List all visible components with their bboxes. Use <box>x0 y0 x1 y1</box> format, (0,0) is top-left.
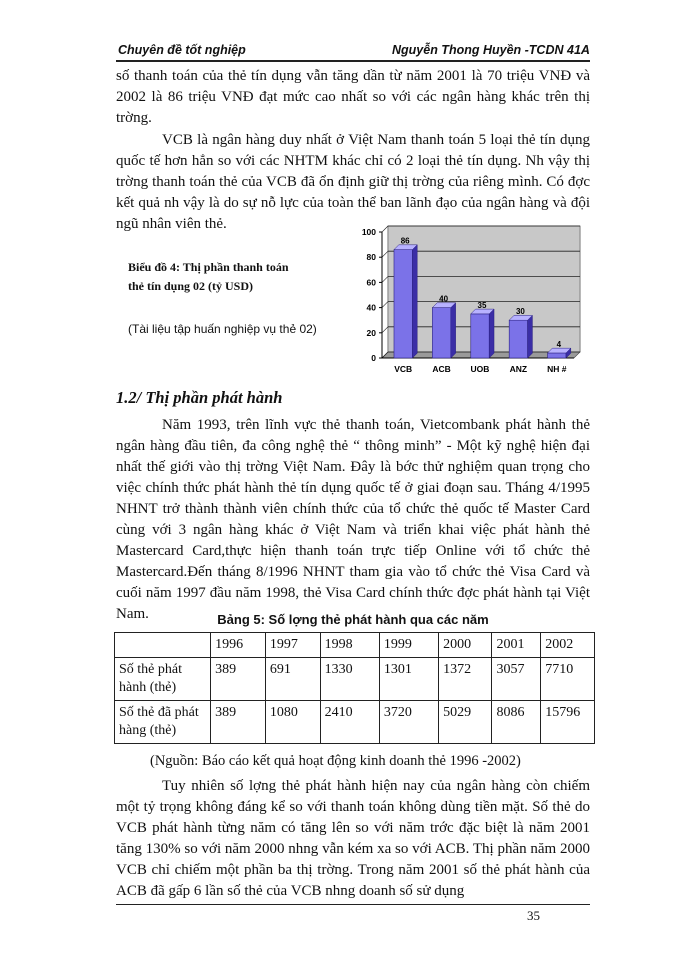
y-tick-label: 80 <box>366 252 376 263</box>
page-header <box>116 40 590 62</box>
table-cell: 2000 <box>439 633 492 658</box>
paragraph-3: Năm 1993, trên lĩnh vực thẻ thanh toán, Vietcombank phát hành thẻ ngân hàng đầu tiên, đa công nghệ thẻ “ thông minh” - Một kỹ nghệ hiện đại nhất thế giới vào thị trờng Việt Nam. Đây là bớc thử nghiệm quan trọng cho việc chính thức phát hành thẻ tín dụng quốc tế ở giai đoạn sau. Tháng 4/1995 NHNT trở thành thành viên chính thức của tổ chức thẻ quốc tế Master Card cùng với 3 ngân hàng khác ở Việt Nam và triển khai việc phát hành thẻ Mastercard Card,thực hiện thanh toán trực tiếp Online với tổ chức thẻ Mastercard.Đến tháng 8/1996 NHNT tham gia vào tổ chức thẻ Visa Card và cuối năm 1997 đầu năm 1998, thẻ Visa Card chính thức đợc phát hành tại Việt Nam. <box>116 417 590 622</box>
bar-uob <box>471 314 489 358</box>
table-cell: 1330 <box>320 658 379 701</box>
table-cell: 389 <box>211 658 266 701</box>
category-label: ANZ <box>509 364 528 374</box>
gridline-side <box>382 302 388 308</box>
y-tick-label: 100 <box>361 227 376 237</box>
y-tick-label: 40 <box>366 302 376 313</box>
table-cell: 2002 <box>541 633 595 658</box>
bar-anz <box>509 320 527 358</box>
table-cell: 389 <box>211 701 266 744</box>
gridline-side <box>382 276 388 282</box>
table-cell: 1301 <box>379 658 438 701</box>
table-cell: 2001 <box>492 633 541 658</box>
bar-side <box>412 245 417 358</box>
table-cell: 1080 <box>265 701 320 744</box>
page-number: 35 <box>527 908 540 923</box>
row-label-cell: Số thẻ phát hành (thẻ) <box>115 658 211 701</box>
chart-source: (Tài liệu tập huấn nghiệp vụ thẻ 02) <box>128 322 317 336</box>
data-table <box>114 632 595 744</box>
table-header-row <box>115 633 595 658</box>
table-cell: 7710 <box>541 658 595 701</box>
section-title: 1.2/ Thị phần phát hành <box>116 388 283 407</box>
table-cell: 15796 <box>541 701 595 744</box>
gridline-side <box>382 226 388 232</box>
table-row <box>115 701 595 744</box>
table-cell: 3057 <box>492 658 541 701</box>
category-label: UOB <box>470 364 490 374</box>
data-label: 40 <box>439 294 449 304</box>
bar-vcb <box>394 250 412 358</box>
table-cell: 1996 <box>211 633 266 658</box>
bar-acb <box>432 308 450 358</box>
row-label-cell: Số thẻ đã phát hàng (thẻ) <box>115 701 211 744</box>
table-cell: 3720 <box>379 701 438 744</box>
table-cell: 2410 <box>320 701 379 744</box>
bar-side <box>528 315 533 358</box>
table-source: (Nguồn: Báo cáo kết quả hoạt động kinh doanh thẻ 1996 -2002) <box>150 753 521 769</box>
row-label-cell <box>115 633 211 658</box>
category-label: NH # <box>547 364 567 374</box>
table-cell: 1997 <box>265 633 320 658</box>
header-right: Nguyễn Thong Huyền -TCDN 41A <box>392 43 590 57</box>
y-tick-label: 20 <box>366 327 376 338</box>
table-title: Bảng 5: Số lợng thẻ phát hành qua các năm <box>217 612 489 627</box>
table-row <box>115 658 595 701</box>
bar-side <box>451 303 456 358</box>
bar-nh- <box>548 353 566 358</box>
data-label: 4 <box>556 339 562 349</box>
table-cell: 1999 <box>379 633 438 658</box>
footer-divider <box>116 904 590 905</box>
category-label: VCB <box>394 364 413 374</box>
table-cell: 691 <box>265 658 320 701</box>
chart-caption-line1: Biểu đồ 4: Thị phần thanh toán <box>128 260 289 274</box>
chart-caption-line2: thẻ tín dụng 02 (tỷ USD) <box>128 279 254 293</box>
paragraph-2: VCB là ngân hàng duy nhất ở Việt Nam thanh toán 5 loại thẻ tín dụng quốc tế hơn hẳn so với các NHTM khác chỉ có 2 loại thẻ tín dụng. Nh vậy thị trờng thanh toán thẻ của VCB đã ổn định giữ thị trờng của riêng mình. Có đợc kết quả nh vậy là do sự nỗ lực của toàn thể ban lãnh đạo của ngân hàng và đội ngũ nhân viên thẻ. <box>116 132 590 232</box>
table-cell: 8086 <box>492 701 541 744</box>
bar-chart <box>348 222 588 380</box>
data-label: 30 <box>515 307 525 317</box>
data-label: 86 <box>400 236 410 246</box>
table-cell: 1998 <box>320 633 379 658</box>
gridline-side <box>382 327 388 333</box>
paragraph-4: Tuy nhiên số lợng thẻ phát hành hiện nay của ngân hàng còn chiếm một tỷ trọng không đáng kể so với thanh toán không dùng tiền mặt. Số thẻ do VCB phát hành từng năm có tăng lên so với năm trớc đặc biệt là năm 2001 tăng 130% so với năm 2000 nhng vẫn kém xa so với ACB. Thị phần năm 2000 VCB chỉ chiếm một phần ba thị trờng. Trong năm 2001 số thẻ phát hành của ACB đã gấp 6 lần số thẻ của VCB nhng doanh số sử dụng <box>116 778 590 899</box>
bar-side <box>489 309 494 358</box>
gridline-side <box>382 251 388 257</box>
table-cell: 1372 <box>439 658 492 701</box>
data-label: 35 <box>477 300 487 310</box>
category-label: ACB <box>432 364 451 374</box>
y-tick-label: 60 <box>366 277 376 288</box>
header-left: Chuyên đề tốt nghiệp <box>118 43 246 57</box>
table-cell: 5029 <box>439 701 492 744</box>
y-tick-label: 0 <box>371 353 376 363</box>
paragraph-1: số thanh toán của thẻ tín dụng vẫn tăng dần từ năm 2001 là 70 triệu VNĐ và 2002 là 86 triệu VNĐ đạt mức cao nhất so với các ngân hàng khác trên thị trờng. <box>116 68 590 126</box>
